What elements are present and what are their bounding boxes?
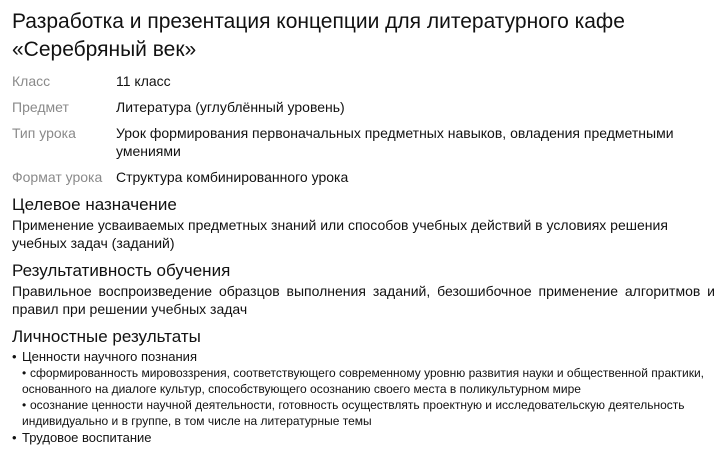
list-item xyxy=(12,365,715,397)
meta-row-class xyxy=(12,72,715,90)
meta-value: 11 класс xyxy=(116,73,171,89)
purpose-heading: Целевое назначение xyxy=(12,195,177,214)
meta-value: Структура комбинированного урока xyxy=(116,169,349,185)
personal-results-heading: Личностные результаты xyxy=(12,327,201,346)
bullet-icon: • xyxy=(12,349,17,364)
effectiveness-heading: Результативность обучения xyxy=(12,261,231,280)
meta-value: Урок формирования первоначальных предметных навыков, овладения предметными умениями xyxy=(116,125,674,159)
page-title: Разработка и презентация концепции для литературного кафе «Серебряный век» xyxy=(12,10,625,61)
bullet-icon: • xyxy=(12,430,17,445)
list-item xyxy=(12,348,715,365)
list-item xyxy=(12,397,715,429)
meta-label: Предмет xyxy=(12,99,69,115)
list-item-label: осознание ценности научной деятельности, готовность осуществлять проектную и исследовательскую деятельность индивидуально и в группе, в том числе на литературные темы xyxy=(22,398,685,428)
meta-label: Тип урока xyxy=(12,125,76,141)
meta-value: Литература (углублённый уровень) xyxy=(116,99,345,115)
meta-row-lesson-format xyxy=(12,168,715,186)
meta-label: Формат урока xyxy=(12,169,103,185)
list-item-label: сформированность мировоззрения, соответствующего современному уровню развития науки и общественной практики, основанного на диалоге культур, способствующего осознанию своего места в поликультурном мире xyxy=(22,366,704,396)
list-item xyxy=(12,429,715,446)
purpose-text: Применение усваиваемых предметных знаний или способов учебных действий в условиях решения учебных задач (заданий) xyxy=(12,217,668,251)
meta-row-subject xyxy=(12,98,715,116)
list-item-label: Трудовое воспитание xyxy=(22,430,152,445)
effectiveness-text: Правильное воспроизведение образцов выполнения заданий, безошибочное применение алгоритмов и правил при решении учебных задач xyxy=(12,283,715,317)
bullet-icon: • xyxy=(22,398,27,412)
bullet-icon: • xyxy=(22,366,27,380)
meta-row-lesson-type xyxy=(12,124,715,160)
list-item-label: Ценности научного познания xyxy=(22,349,197,364)
meta-label: Класс xyxy=(12,73,51,89)
